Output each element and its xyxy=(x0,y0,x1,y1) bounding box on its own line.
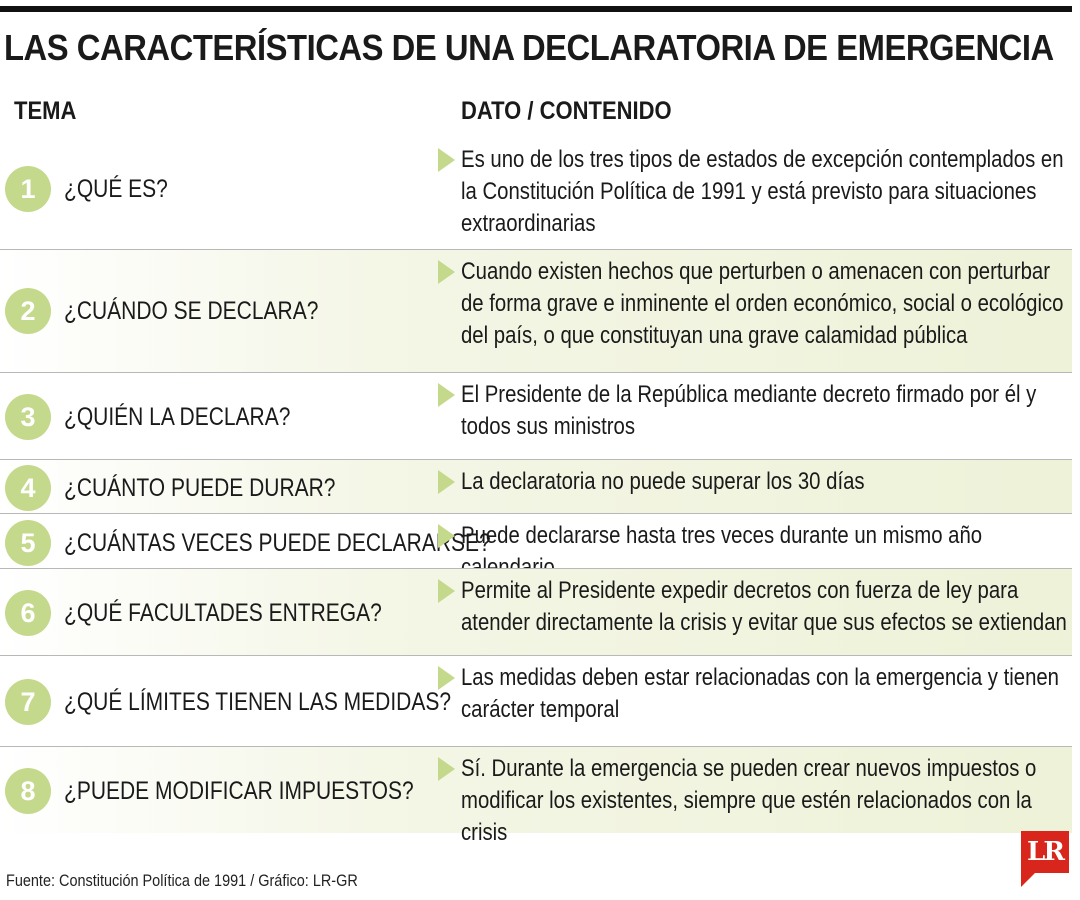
arrow-right-icon xyxy=(438,148,455,172)
row-answer: La declaratoria no puede superar los 30 días xyxy=(461,468,865,495)
row-question: ¿PUEDE MODIFICAR IMPUESTOS? xyxy=(64,777,414,805)
row-number-badge: 8 xyxy=(5,768,51,814)
row-answer: Permite al Presidente expedir decretos con fuerza de ley para atender directamente la crisis y evitar que sus efectos se extiendan xyxy=(461,577,1067,636)
column-header-content: DATO / CONTENIDO xyxy=(461,97,672,125)
row-answer: Es uno de los tres tipos de estados de excepción contemplados en la Constitución Política de 1991 y está previsto para situaciones extraordinarias xyxy=(461,146,1064,237)
row-answer: El Presidente de la República mediante decreto firmado por él y todos sus ministros xyxy=(461,381,1037,440)
page-title: LAS CARACTERÍSTICAS DE UNA DECLARATORIA DE EMERGENCIA xyxy=(4,27,1054,68)
table-row xyxy=(0,514,1072,569)
arrow-right-icon xyxy=(438,579,455,603)
lr-logo: LR xyxy=(1021,831,1069,873)
arrow-right-icon xyxy=(438,260,455,284)
arrow-right-icon xyxy=(438,666,455,690)
row-number-badge: 1 xyxy=(5,166,51,212)
row-answer: Cuando existen hechos que perturben o amenacen con perturbar de forma grave e inminente el orden económico, social o ecológico del país, o que constituyan una grave calamidad pública xyxy=(461,258,1064,349)
row-number-badge: 7 xyxy=(5,679,51,725)
row-number-badge: 6 xyxy=(5,590,51,636)
row-answer: Puede declararse hasta tres veces durante un mismo año xyxy=(461,522,983,549)
row-number-badge: 2 xyxy=(5,288,51,334)
row-number-badge: 5 xyxy=(5,520,51,566)
row-answer: Sí. Durante la emergencia se pueden crear nuevos impuestos o modificar los existentes, siempre que estén relacionados con la crisis xyxy=(461,755,1037,846)
table-row xyxy=(0,373,1072,460)
arrow-right-icon xyxy=(438,470,455,494)
source-note: Fuente: Constitución Política de 1991 / Gráfico: LR-GR xyxy=(6,871,358,890)
row-question: ¿CUÁNTO PUEDE DURAR? xyxy=(64,474,336,502)
arrow-right-icon xyxy=(438,383,455,407)
table-row xyxy=(0,250,1072,373)
table-row xyxy=(0,569,1072,656)
table-row xyxy=(0,656,1072,747)
row-question: ¿QUÉ LÍMITES TIENEN LAS MEDIDAS? xyxy=(64,688,452,716)
table-row xyxy=(0,747,1072,846)
row-number-badge: 3 xyxy=(5,394,51,440)
top-rule xyxy=(0,6,1072,12)
row-question: ¿CUÁNDO SE DECLARA? xyxy=(64,297,319,325)
row-question: ¿QUÉ FACULTADES ENTREGA? xyxy=(64,599,382,627)
row-question: ¿QUÉ ES? xyxy=(64,175,168,203)
table-row xyxy=(0,460,1072,514)
arrow-right-icon xyxy=(438,757,455,781)
arrow-right-icon xyxy=(438,524,455,548)
row-question: ¿CUÁNTAS VECES PUEDE DECLARARSE? xyxy=(64,529,491,557)
row-question: ¿QUIÉN LA DECLARA? xyxy=(64,403,291,431)
lr-logo-tail xyxy=(1021,873,1035,887)
table-row xyxy=(0,138,1072,250)
column-header-topic: TEMA xyxy=(14,97,77,125)
row-number-badge: 4 xyxy=(5,465,51,511)
row-answer: Las medidas deben estar relacionadas con la emergencia y tienen carácter temporal xyxy=(461,664,1060,723)
